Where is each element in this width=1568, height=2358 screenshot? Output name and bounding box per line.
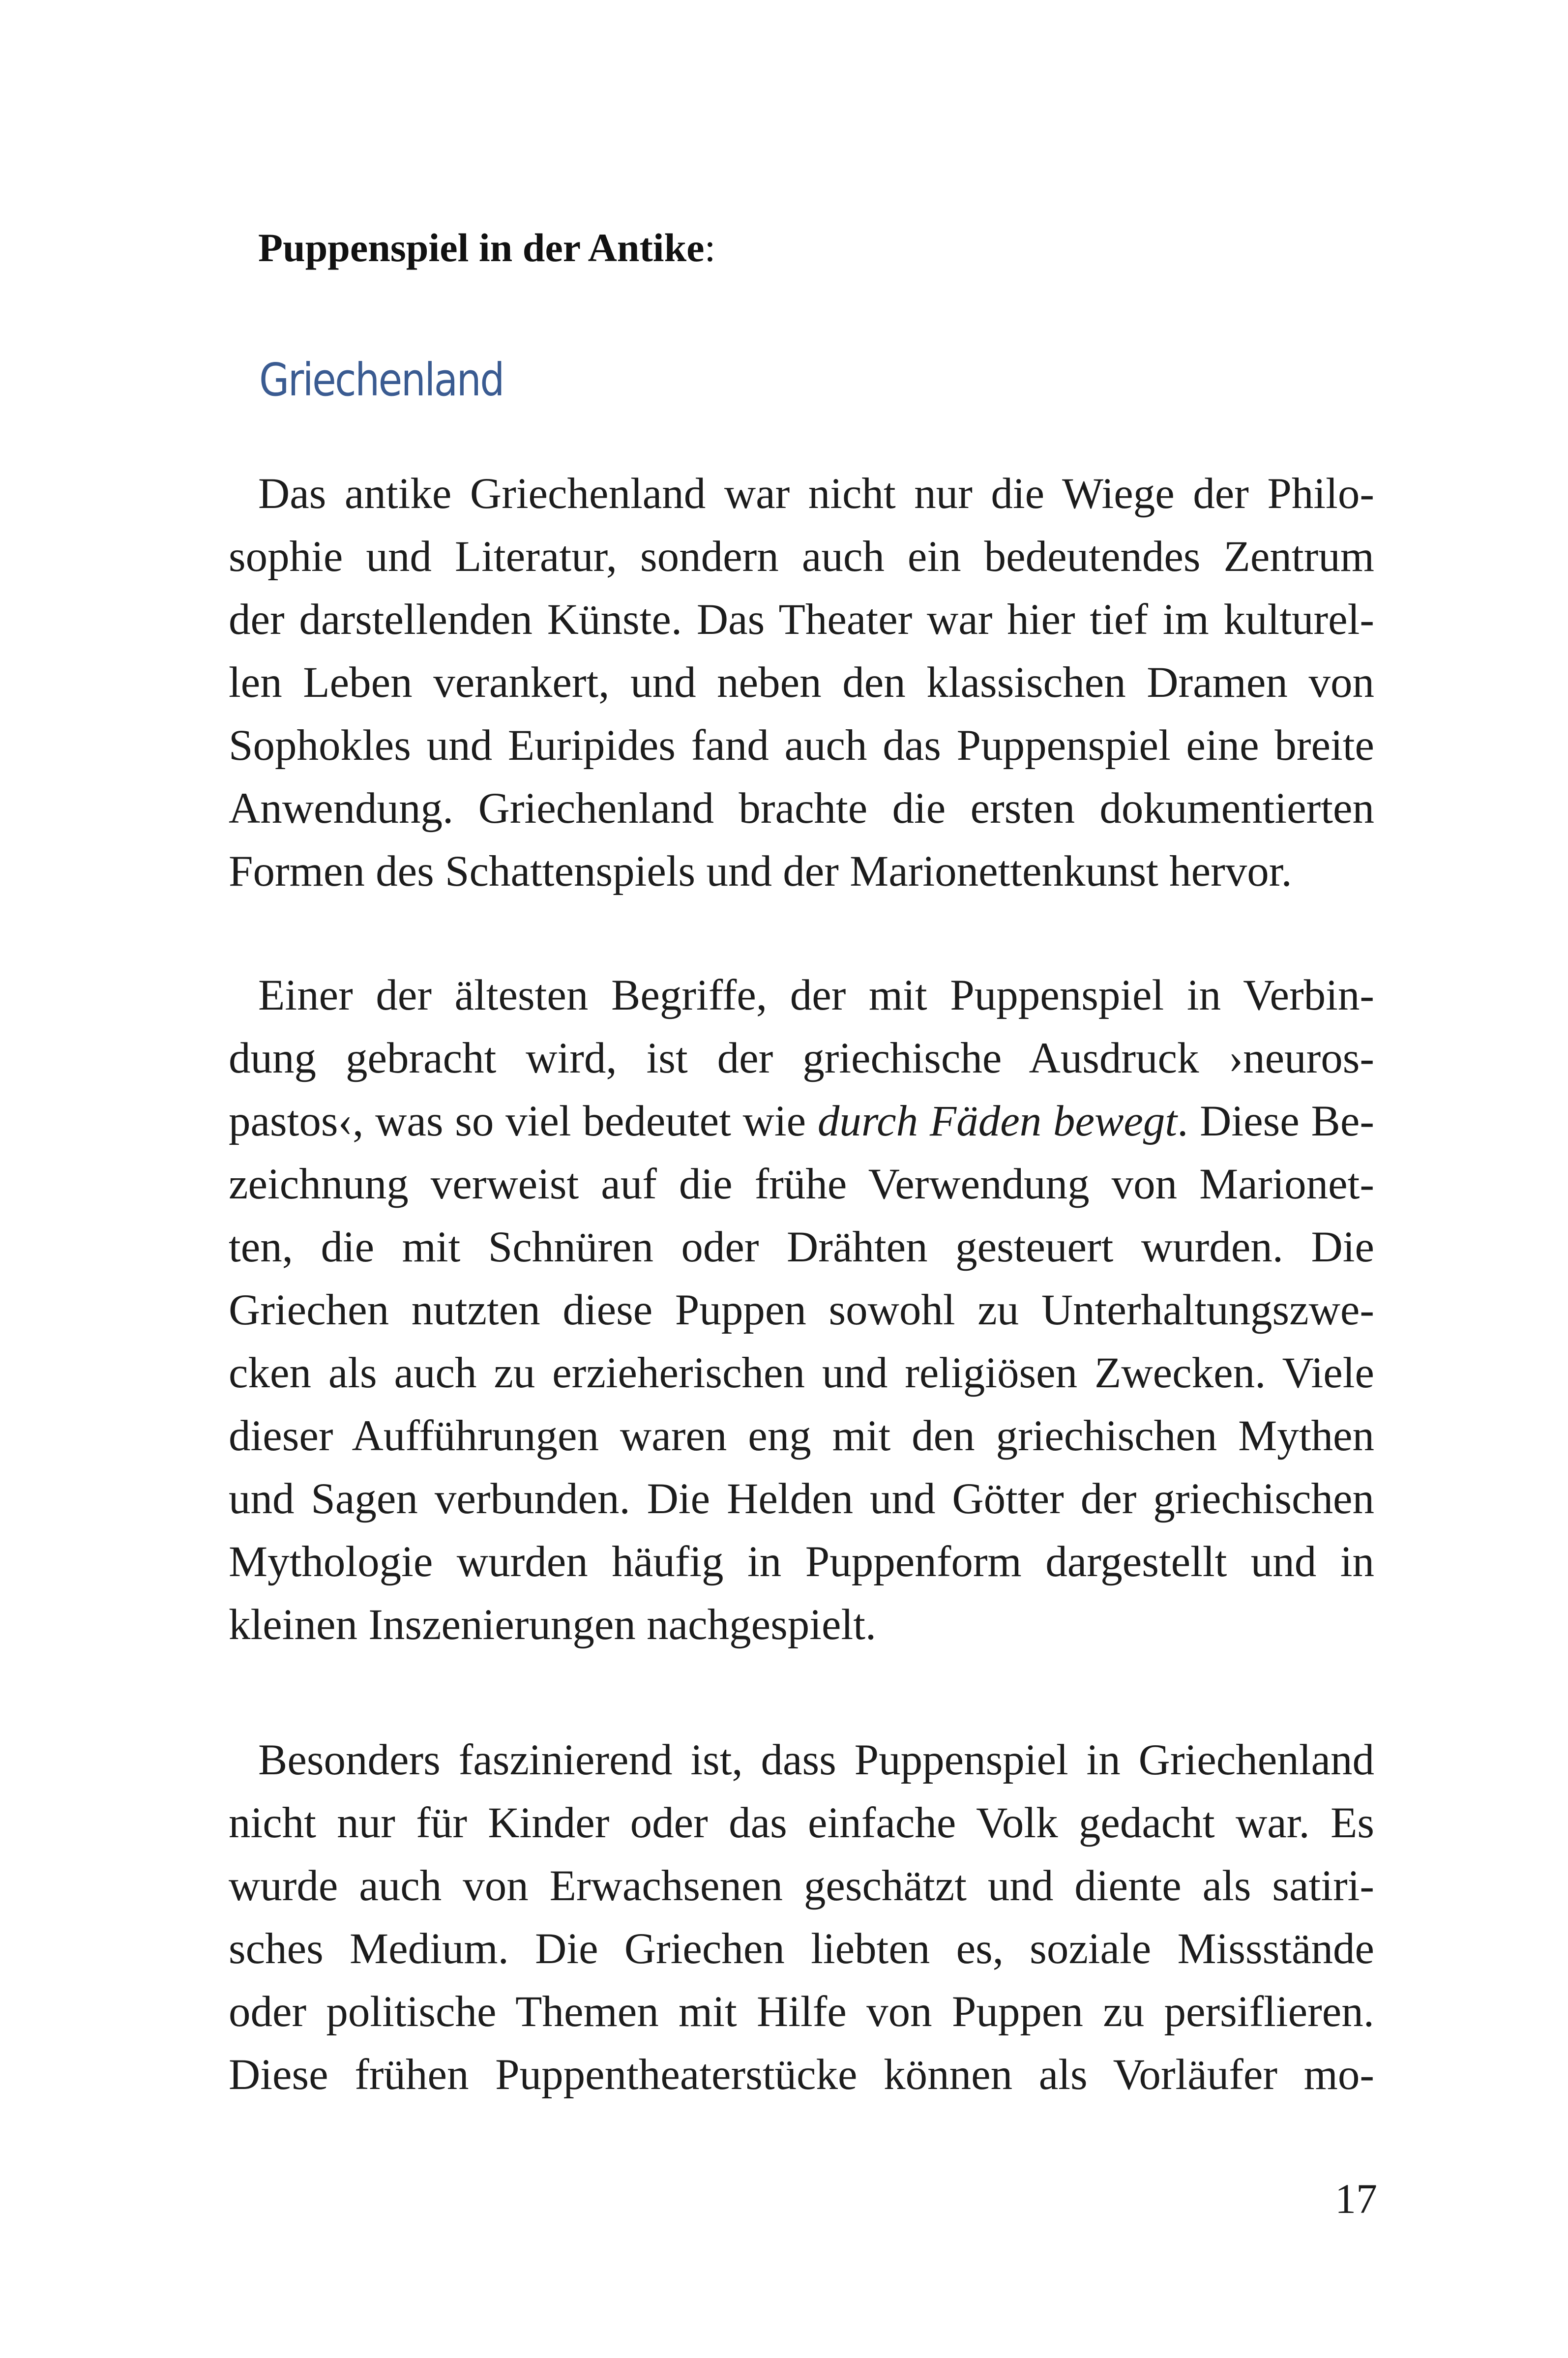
text-line: Das antike Griechenland war nicht nur die Wiege der Philo- (258, 470, 1374, 518)
section-heading-colon: : (704, 225, 716, 270)
text-line: dung gebracht wird, ist der griechische Ausdruck ›neuros- (229, 1034, 1374, 1082)
text-line (229, 1090, 1374, 1153)
text-line: oder politische Themen mit Hilfe von Puppen zu persiflieren. (229, 1988, 1374, 2036)
text-line: sches Medium. Die Griechen liebten es, soziale Missstände (229, 1925, 1374, 1973)
sub-heading: Griechenland (259, 354, 503, 406)
page-number: 17 (1335, 2175, 1377, 2222)
text-line: len Leben verankert, und neben den klassischen Dramen von (229, 658, 1374, 707)
paragraph (229, 1729, 1374, 2106)
italic-phrase: durch Fäden bewegt (817, 1097, 1178, 1145)
paragraph (229, 462, 1374, 903)
text-line: Sophokles und Euripides fand auch das Puppenspiel eine breite (229, 721, 1374, 770)
text-line: Formen des Schattenspiels und der Marionettenkunst hervor. (229, 847, 1292, 895)
text-line: cken als auch zu erzieherischen und religiösen Zwecken. Viele (229, 1349, 1374, 1397)
text-line: Besonders faszinierend ist, dass Puppenspiel in Griechenland (258, 1736, 1374, 1784)
text-line: zeichnung verweist auf die frühe Verwendung von Marionet- (229, 1160, 1374, 1208)
text-segment: . Diese Be- (1177, 1097, 1375, 1145)
text-line: der darstellenden Künste. Das Theater war hier tief im kulturel- (229, 596, 1374, 644)
text-line: Einer der ältesten Begriffe, der mit Puppenspiel in Verbin- (258, 971, 1374, 1019)
text-line: Mythologie wurden häufig in Puppenform dargestellt und in (229, 1538, 1374, 1586)
text-line: nicht nur für Kinder oder das einfache Volk gedacht war. Es (229, 1799, 1374, 1847)
text-line: und Sagen verbunden. Die Helden und Götter der griechischen (229, 1475, 1374, 1523)
text-line: ten, die mit Schnüren oder Drähten gesteuert wurden. Die (229, 1223, 1374, 1271)
text-line: kleinen Inszenierungen nachgespielt. (229, 1601, 877, 1649)
text-line: wurde auch von Erwachsenen geschätzt und diente als satiri- (229, 1862, 1374, 1910)
text-line: Diese frühen Puppentheaterstücke können als Vorläufer mo- (229, 2051, 1374, 2099)
paragraph (229, 964, 1374, 1656)
text-segment: pastos‹, was so viel bedeutet wie (229, 1097, 818, 1145)
section-heading (258, 224, 715, 272)
text-line: dieser Aufführungen waren eng mit den griechischen Mythen (229, 1412, 1374, 1460)
text-line: Griechen nutzten diese Puppen sowohl zu Unterhaltungszwe- (229, 1286, 1374, 1334)
text-line: sophie und Literatur, sondern auch ein bedeutendes Zentrum (229, 533, 1374, 581)
text-line: Anwendung. Griechenland brachte die ersten dokumentierten (229, 784, 1374, 833)
section-heading-title: Puppenspiel in der Antike (258, 225, 705, 270)
